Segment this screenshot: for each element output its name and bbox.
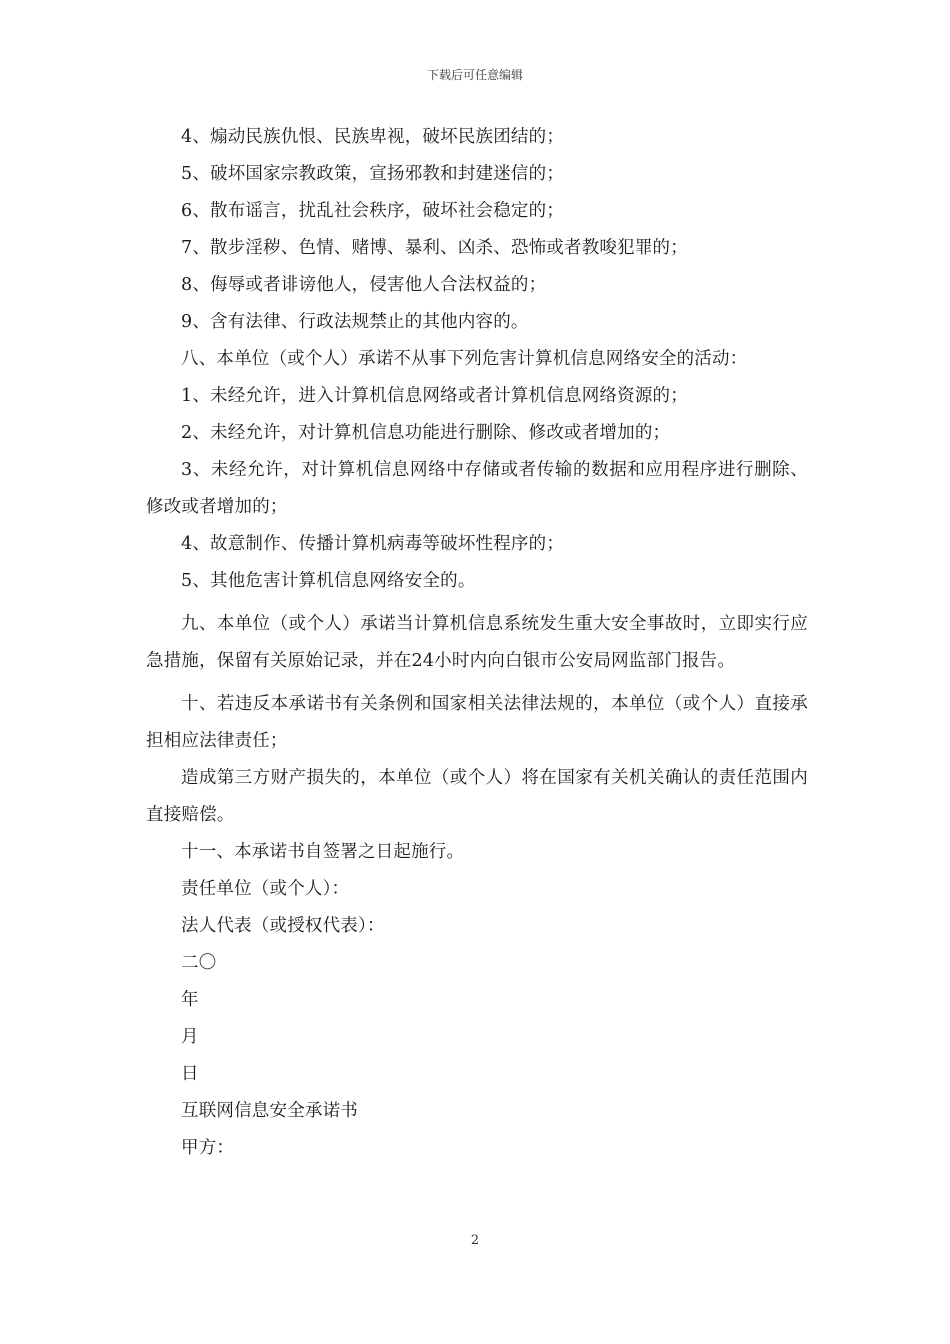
section-eight-item-2: 2、未经允许，对计算机信息功能进行删除、修改或者增加的； [181,423,671,443]
section-eight-item-3: 3、未经允许，对计算机信息网络中存储或者传输的数据和应用程序进行删除、修改或者增加的； [146,460,808,517]
legal-representative-label: 法人代表（或授权代表）： [181,916,385,936]
page-header: 下载后可任意编辑 [426,68,523,82]
paragraph-item-7: 7、散步淫秽、色情、赌博、暴利、凶杀、恐怖或者教唆犯罪的； [181,238,688,258]
date-month-label: 月 [181,1027,199,1047]
section-eight-item-4: 4、故意制作、传播计算机病毒等破坏性程序的； [181,534,565,554]
date-day-label: 日 [181,1064,199,1084]
section-nine: 九、本单位（或个人）承诺当计算机信息系统发生重大安全事故时，立即实行应急措施，保留有关原始记录，并在24小时内向白银市公安局网监部门报告。 [146,614,808,671]
paragraph-item-5: 5、破坏国家宗教政策，宣扬邪教和封建迷信的； [181,164,565,184]
section-ten-compensation: 造成第三方财产损失的，本单位（或个人）将在国家有关机关确认的责任范围内直接赔偿。 [146,768,808,825]
section-eight-item-1: 1、未经允许，进入计算机信息网络或者计算机信息网络资源的； [181,386,688,406]
date-year-prefix: 二〇 [181,953,217,973]
date-year-label: 年 [181,990,199,1010]
paragraph-item-9: 9、含有法律、行政法规禁止的其他内容的。 [181,312,529,332]
section-ten: 十、若违反本承诺书有关条例和国家相关法律法规的，本单位（或个人）直接承担相应法律责任； [146,694,808,751]
document-title: 互联网信息安全承诺书 [181,1101,358,1121]
section-eleven: 十一、本承诺书自签署之日起施行。 [181,842,465,862]
section-eight-item-5: 5、其他危害计算机信息网络安全的。 [181,571,476,591]
paragraph-item-8: 8、侮辱或者诽谤他人，侵害他人合法权益的； [181,275,547,295]
paragraph-item-6: 6、散布谣言，扰乱社会秩序，破坏社会稳定的； [181,201,565,221]
document-body [146,119,808,1167]
party-a-label: 甲方： [181,1138,235,1158]
responsible-party-label: 责任单位（或个人）： [181,879,350,899]
paragraph-item-4: 4、煽动民族仇恨、民族卑视，破坏民族团结的； [181,127,565,147]
section-eight-heading: 八、本单位（或个人）承诺不从事下列危害计算机信息网络安全的活动： [181,349,748,369]
page-number: 2 [470,1233,480,1248]
